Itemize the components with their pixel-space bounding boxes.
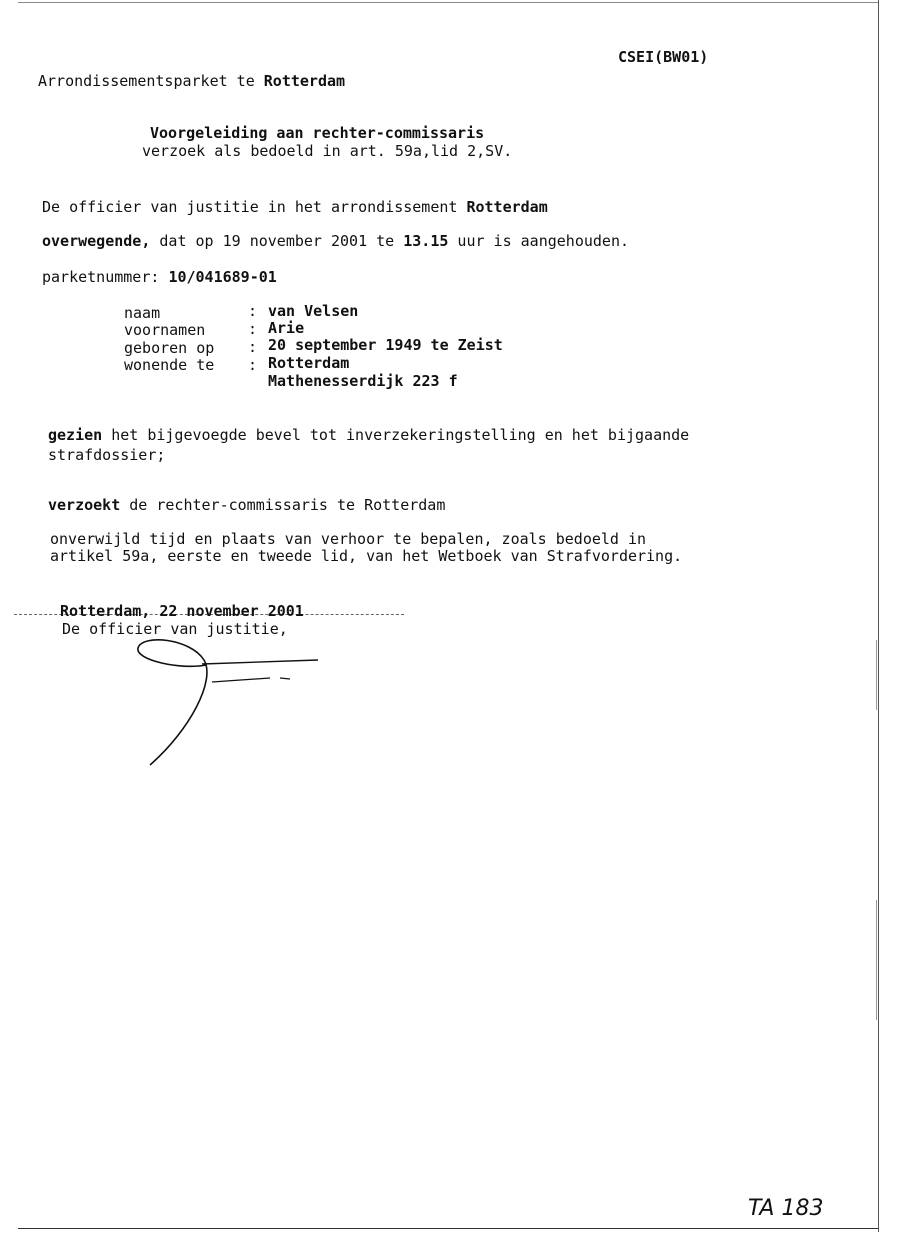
field-colon: :	[248, 338, 258, 356]
field-colon: :	[248, 320, 258, 338]
intro-city: Rotterdam	[466, 198, 548, 216]
field-colon: :	[248, 356, 258, 374]
request-body-line-1: onverwijld tijd en plaats van verhoor te bepalen, zoals bedoeld in	[50, 530, 647, 548]
handwritten-page-number: TA 183	[748, 1196, 824, 1221]
document-code: CSEI(BW01)	[618, 48, 709, 66]
field-value-residence: Rotterdam	[268, 354, 350, 372]
field-value-born: 20 september 1949 te Zeist	[268, 336, 503, 354]
page-bottom-edge	[18, 1228, 878, 1229]
signatory-title: De officier van justitie,	[62, 620, 288, 638]
case-number-value: 10/041689-01	[168, 268, 277, 286]
document-title: Voorgeleiding aan rechter-commissaris	[150, 124, 485, 142]
seen-line	[48, 426, 689, 444]
case-number-line	[42, 268, 277, 286]
considering-text: dat op 19 november 2001 te	[150, 232, 404, 250]
field-label-born: geboren op	[124, 339, 215, 357]
margin-mark	[876, 640, 877, 710]
seen-line-2: strafdossier;	[48, 446, 166, 464]
arrest-time: 13.15	[403, 232, 449, 250]
field-label-name: naam	[124, 304, 161, 322]
margin-mark	[876, 900, 877, 1020]
office-city: Rotterdam	[263, 72, 346, 90]
field-label-firstnames: voornamen	[124, 321, 206, 339]
request-keyword: verzoekt	[48, 496, 121, 514]
request-body-line-2: artikel 59a, eerste en tweede lid, van het Wetboek van Strafvordering.	[50, 547, 683, 565]
document-subtitle: verzoek als bedoeld in art. 59a,lid 2,SV.	[142, 142, 513, 160]
case-number-label: parketnummer:	[42, 268, 169, 286]
considering-text-end: uur is aangehouden.	[448, 232, 630, 250]
intro-line	[42, 198, 548, 216]
intro-text: De officier van justitie in het arrondissement	[42, 198, 467, 216]
field-label-residence: wonende te	[124, 356, 215, 374]
signature	[120, 630, 340, 780]
place-date: Rotterdam, 22 november 2001	[60, 602, 304, 620]
page-right-edge	[878, 0, 879, 1232]
field-value-firstnames: Arie	[268, 319, 305, 337]
request-line	[48, 496, 445, 514]
field-value-address: Mathenesserdijk 223 f	[268, 372, 458, 390]
office-name: Arrondissementsparket te	[38, 72, 264, 90]
field-colon: :	[248, 302, 258, 320]
page-top-edge	[18, 2, 878, 3]
office-heading	[38, 72, 345, 90]
field-value-name: van Velsen	[268, 302, 359, 320]
considering-line	[42, 232, 629, 250]
request-text: de rechter-commissaris te Rotterdam	[120, 496, 446, 514]
considering-keyword: overwegende,	[42, 232, 151, 250]
seen-keyword: gezien	[48, 426, 103, 444]
seen-text: het bijgevoegde bevel tot inverzekeringstelling en het bijgaande	[102, 426, 690, 444]
